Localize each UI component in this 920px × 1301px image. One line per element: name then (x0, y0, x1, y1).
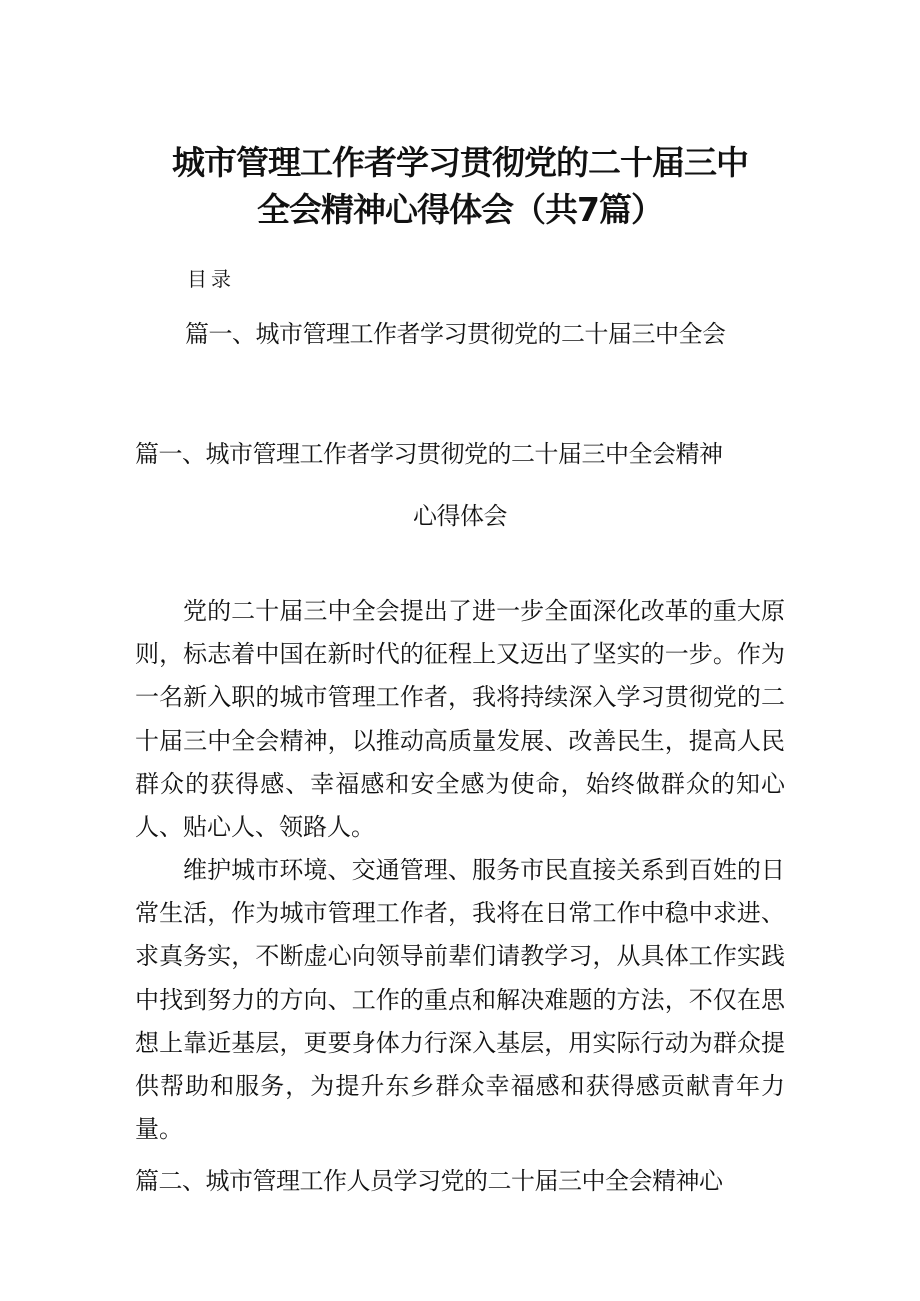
section-2-heading-line-1: 篇二、城市管理工作人员学习党的二十届三中全会精神心 (135, 1167, 723, 1195)
toc-label: 目录 (187, 267, 235, 291)
section-1-paragraph-2-block (135, 849, 785, 1151)
section-1-heading-line-2: 心得体会 (413, 502, 507, 530)
section-1-heading-line-1: 篇一、城市管理工作者学习贯彻党的二十届三中全会精神 (135, 440, 723, 468)
toc-item-1: 篇一、城市管理工作者学习贯彻党的二十届三中全会 (185, 320, 726, 348)
section-1-paragraph-1-block (135, 590, 785, 849)
document-title-line-1: 城市管理工作者学习贯彻党的二十届三中 (172, 143, 748, 182)
document-title-line-2: 全会精神心得体会（共7篇） (257, 190, 663, 229)
section-1-paragraph-1: 党的二十届三中全会提出了进一步全面深化改革的重大原则，标志着中国在新时代的征程上又迈出了坚实的一步。作为一名新入职的城市管理工作者，我将持续深入学习贯彻党的二十届三中全会精神，以推动高质量发展、改善民生，提高人民群众的获得感、幸福感和安全感为使命，始终做群众的知心人、贴心人、领路人。 (135, 597, 785, 842)
section-1-paragraph-2: 维护城市环境、交通管理、服务市民直接关系到百姓的日常生活，作为城市管理工作者，我将在日常工作中稳中求进、求真务实，不断虚心向领导前辈们请教学习，从具体工作实践中找到努力的方向、工作的重点和解决难题的方法，不仅在思想上靠近基层，更要身体力行深入基层，用实际行动为群众提供帮助和服务，为提升东乡群众幸福感和获得感贡献青年力量。 (135, 856, 785, 1144)
